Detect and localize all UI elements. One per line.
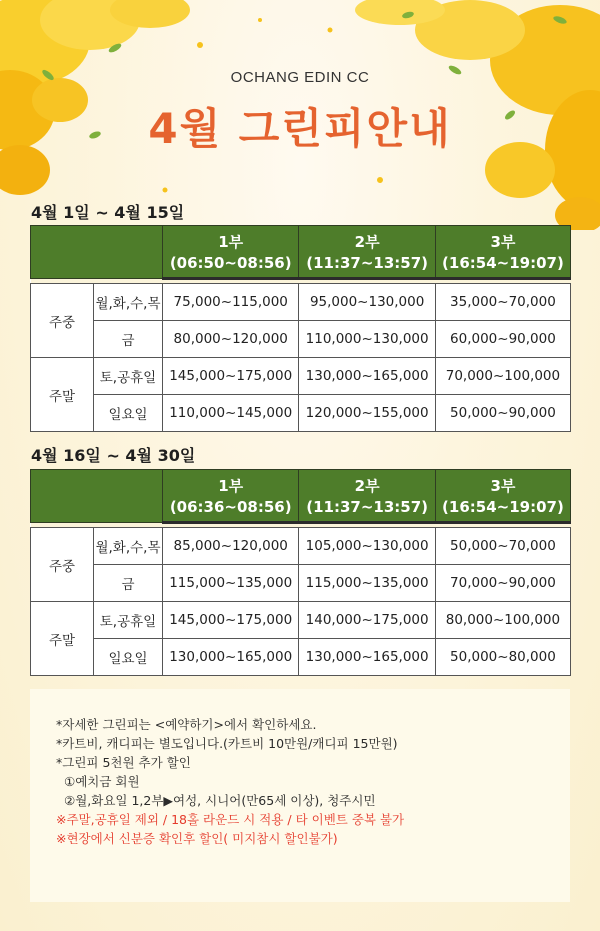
group-label: 주말 (31, 602, 94, 676)
session-time: (06:36~08:56) (169, 497, 292, 516)
session-3-header (435, 470, 570, 523)
fee-cell: 130,000~165,000 (299, 358, 435, 395)
header-corner (31, 470, 163, 523)
fee-cell: 80,000~120,000 (163, 321, 299, 358)
fee-cell: 60,000~90,000 (435, 321, 570, 358)
fee-cell: 70,000~100,000 (435, 358, 570, 395)
fee-cell: 130,000~165,000 (163, 639, 299, 676)
day-label: 일요일 (94, 395, 163, 432)
day-label: 금 (94, 565, 163, 602)
fee-cell: 115,000~135,000 (163, 565, 299, 602)
group-label: 주중 (31, 528, 94, 602)
day-label: 금 (94, 321, 163, 358)
fee-cell: 120,000~155,000 (299, 395, 435, 432)
session-2-header (299, 470, 435, 523)
fee-table-header (31, 226, 571, 279)
fee-cell: 130,000~165,000 (299, 639, 435, 676)
fee-cell: 105,000~130,000 (299, 528, 435, 565)
day-label: 토,공휴일 (94, 602, 163, 639)
day-label: 월,화,수,목 (94, 528, 163, 565)
group-label: 주중 (31, 284, 94, 358)
session-1-header (163, 470, 299, 523)
fee-cell: 115,000~135,000 (299, 565, 435, 602)
session-1-header (163, 226, 299, 279)
fee-cell: 75,000~115,000 (163, 284, 299, 321)
table-row (31, 528, 571, 565)
header-corner (31, 226, 163, 279)
brand-name: OCHANG EDIN CC (230, 69, 370, 86)
day-label: 일요일 (94, 639, 163, 676)
session-time: (16:54~19:07) (442, 253, 564, 272)
session-time: (06:50~08:56) (169, 253, 292, 272)
note-line: ②월,화요일 1,2부▶여성, 시니어(만65세 이상), 청주시민 (64, 793, 376, 808)
fee-cell: 50,000~70,000 (435, 528, 570, 565)
note-line-warning: ※현장에서 신분증 확인후 할인( 미지참시 할인불가) (56, 831, 338, 846)
session-2-header (299, 226, 435, 279)
session-name: 2부 (354, 232, 380, 251)
note-line: *그린피 5천원 추가 할인 (56, 755, 191, 770)
note-line-warning: ※주말,공휴일 제외 / 18홀 라운드 시 적용 / 타 이벤트 중복 불가 (56, 812, 405, 827)
fee-cell: 145,000~175,000 (163, 358, 299, 395)
period-2-title: 4월 16일 ~ 4월 30일 (31, 446, 196, 465)
group-label: 주말 (31, 358, 94, 432)
session-time: (11:37~13:57) (306, 497, 429, 516)
fee-cell: 140,000~175,000 (299, 602, 435, 639)
note-line: *카트비, 캐디피는 별도입니다.(카트비 10만원/캐디피 15만원) (56, 736, 398, 751)
fee-cell: 50,000~80,000 (435, 639, 570, 676)
fee-table-header (31, 470, 571, 523)
table-row (31, 358, 571, 395)
fee-cell: 95,000~130,000 (299, 284, 435, 321)
fee-cell: 70,000~90,000 (435, 565, 570, 602)
fee-table-period-2 (30, 469, 571, 676)
fee-table-period-1 (30, 225, 571, 432)
session-name: 2부 (354, 476, 380, 495)
notes-box (30, 689, 570, 902)
note-line: ①예치금 회원 (64, 774, 140, 789)
day-label: 토,공휴일 (94, 358, 163, 395)
fee-cell: 110,000~130,000 (299, 321, 435, 358)
fee-cell: 35,000~70,000 (435, 284, 570, 321)
fee-cell: 80,000~100,000 (435, 602, 570, 639)
page-title: 4월 그린피안내 (148, 104, 452, 153)
period-1-title: 4월 1일 ~ 4월 15일 (31, 203, 185, 222)
table-row (31, 321, 571, 358)
fee-cell: 50,000~90,000 (435, 395, 570, 432)
session-name: 1부 (218, 232, 244, 251)
session-3-header (435, 226, 570, 279)
note-line: *자세한 그린피는 <예약하기>에서 확인하세요. (56, 717, 317, 732)
fee-cell: 145,000~175,000 (163, 602, 299, 639)
table-row (31, 565, 571, 602)
session-name: 3부 (490, 476, 516, 495)
session-name: 3부 (490, 232, 516, 251)
table-row (31, 395, 571, 432)
fee-cell: 85,000~120,000 (163, 528, 299, 565)
header (0, 0, 600, 190)
fee-cell: 110,000~145,000 (163, 395, 299, 432)
table-row (31, 284, 571, 321)
table-row (31, 602, 571, 639)
session-time: (16:54~19:07) (442, 497, 564, 516)
day-label: 월,화,수,목 (94, 284, 163, 321)
session-name: 1부 (218, 476, 244, 495)
session-time: (11:37~13:57) (306, 253, 429, 272)
table-row (31, 639, 571, 676)
